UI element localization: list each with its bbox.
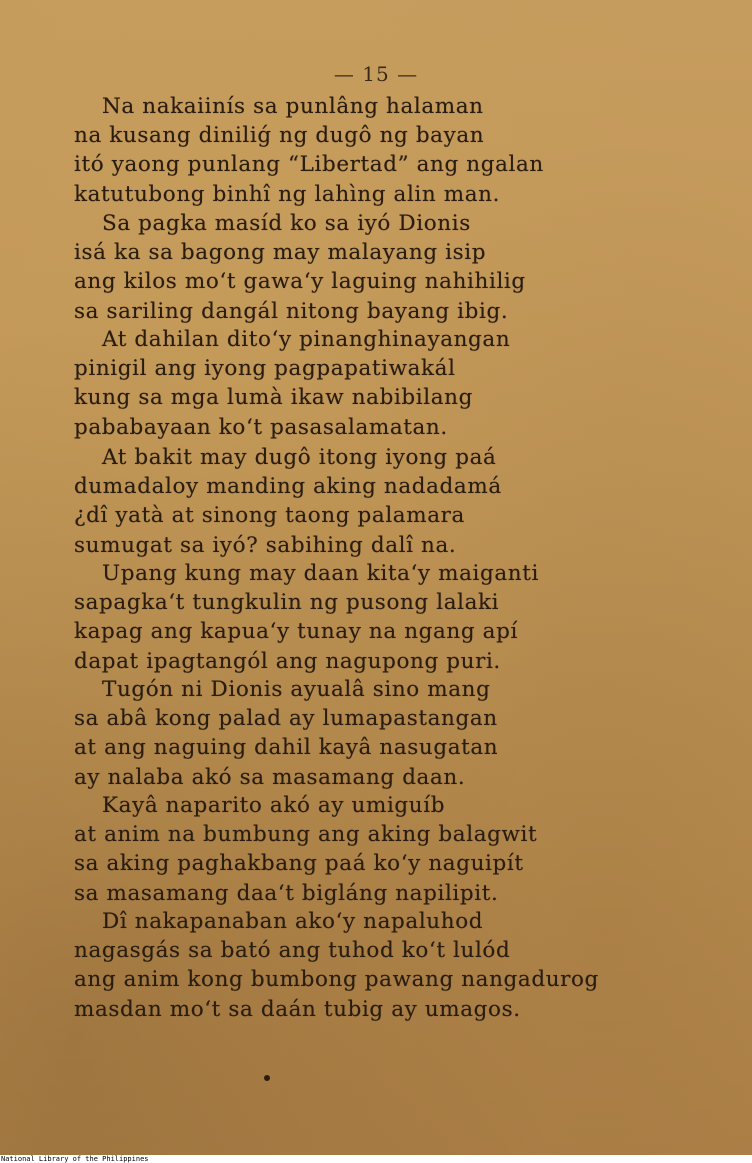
stanza-1 (0, 92, 752, 209)
verse-line: sapagka‘t tungkulin ng pusong lalaki (74, 590, 500, 616)
verse-line: nagasgás sa bató ang tuhod ko‘t lulód (74, 938, 511, 964)
verse-line: kapag ang kapua‘y tunay na ngang apí (74, 619, 518, 645)
verse-line: Na nakaiinís sa punlâng halaman (102, 94, 484, 119)
verse-line: katutubong binhî ng lahìng alin man. (74, 181, 501, 207)
verse-line: dapat ipagtangól ang nagupong puri. (74, 648, 501, 674)
verse-line: pababayaan ko‘t pasasalamatan. (74, 414, 448, 440)
stanza-8 (0, 907, 752, 1024)
verse-line: itó yaong punlang “Libertad” ang ngalan (74, 152, 544, 178)
stanza-5 (0, 559, 752, 676)
verse-line: kung sa mga lumà ikaw nabibilang (74, 385, 473, 411)
verse-line: at anim na bumbung ang aking balagwit (74, 822, 538, 848)
verse-line: Sa pagka masíd ko sa iyó Dionis (102, 211, 471, 236)
stanza-2 (0, 209, 752, 326)
stanza-7 (0, 791, 752, 908)
verse-line: Upang kung may daan kita‘y maiganti (102, 561, 539, 586)
verse-line: Dî nakapanaban ako‘y napaluhod (102, 909, 484, 934)
verse-line: Tugón ni Dionis ayualâ sino mang (102, 677, 491, 702)
verse-line: ¿dî yatà at sinong taong palamara (74, 503, 465, 529)
verse-line: ang anim kong bumbong pawang nangadurog (74, 967, 599, 993)
verse-line: sumugat sa iyó? sabihing dalî na. (74, 532, 457, 558)
verse-line: sa abâ kong palad ay lumapastangan (74, 706, 498, 732)
verse-line: ay nalaba akó sa masamang daan. (74, 764, 466, 790)
stanza-3 (0, 325, 752, 442)
verse-line: masdan mo‘t sa daán tubig ay umagos. (74, 996, 521, 1022)
ink-dot (264, 1075, 270, 1081)
verse-line: isá ka sa bagong may malayang isip (74, 240, 487, 266)
stanza-4 (0, 443, 752, 560)
verse-line: sa masamang daa‘t bigláng napilipit. (74, 880, 499, 906)
verse-line: ang kilos mo‘t gawa‘y laguing nahihilig (74, 269, 526, 295)
verse-line: at ang naguing dahil kayâ nasugatan (74, 735, 499, 761)
page-number: — 15 — (333, 62, 419, 86)
verse-line: Kayâ naparito akó ay umiguíb (102, 793, 446, 818)
verse-line: pinigil ang iyong pagpapatiwakál (74, 356, 456, 382)
verse-line: na kusang diniliǵ ng dugô ng bayan (74, 123, 485, 149)
verse-line: sa aking paghakbang paá ko‘y naguipít (74, 851, 524, 877)
library-credit: National Library of the Philippines (1, 1155, 149, 1163)
verse-line: dumadaloy manding aking nadadamá (74, 474, 502, 500)
verse-line: At bakit may dugô itong iyong paá (102, 445, 497, 470)
verse-line: sa sariling dangál nitong bayang ibig. (74, 298, 509, 324)
stanza-6 (0, 675, 752, 792)
verse-line: At dahilan dito‘y pinanghinayangan (102, 327, 511, 352)
